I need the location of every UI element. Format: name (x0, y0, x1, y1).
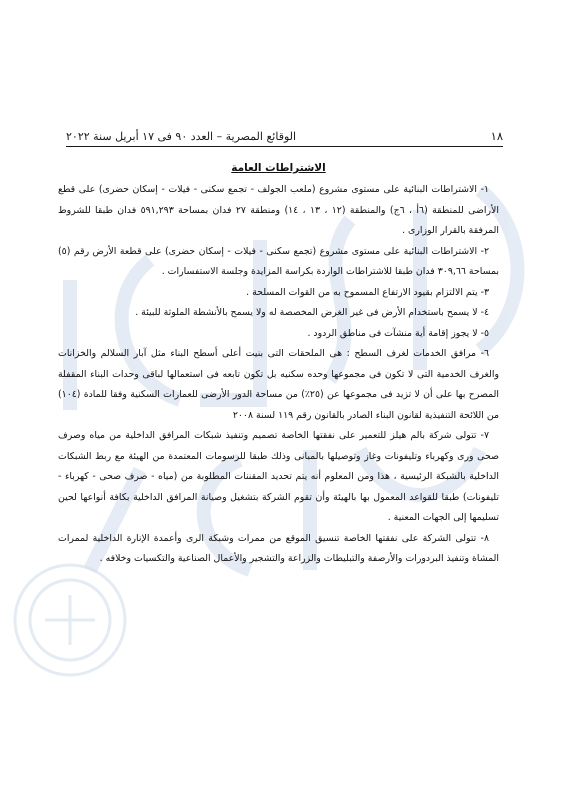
paragraph-5: ٥- لا يجوز إقامة أية منشآت فى مناطق الردود . (307, 327, 489, 339)
paragraph-3: ٣- يتم الالتزام بقيود الارتفاع المسموح به من القوات المسلحة . (246, 286, 489, 298)
paragraph-6: ٦- مرافق الخدمات لغرف السطح : هى الملحقات التى بنيت أعلى أسطح البناء مثل آبار السلالم والخزانات والغرف الخدمية التى لا تكون فى مجموعها وحده سكنيه بل تكون تابعه فى استعمالها لباقى وحدات البناء المقفلة المصرح بها على أن لا تزيد فى مجموعها عن (٢٥٪) من مساحة الدور الأرضى للعمارات السكنية وفقا للمادة (١٠٤) من اللائحة التنفيذية لقانون البناء الصادر بالقانون رقم ١١٩ لسنة ٢٠٠٨ (58, 348, 500, 421)
running-title: الوقائع المصرية – العدد ٩٠ فى ١٧ أبريل سنة ٢٠٢٢ (66, 129, 297, 143)
paragraph-1: ١- الاشتراطات البنائية على مستوى مشروع (ملعب الجولف - تجمع سكنى - فيلات - إسكان حضرى) على قطع الأراضى للمنطقة (٦أ ، ٦ج) والمنطقة (١٢ ، ١٣ ، ١٤) ومنطقة ٢٧ فدان بمساحة ٥٩١,٢٩٣ فدان طبقا للشروط المرفقة بالقرار الوزارى . (58, 184, 499, 236)
running-header (66, 128, 503, 144)
paragraph-2: ٢- الاشتراطات البنائية على مستوى مشروع (تجمع سكنى - فيلات - إسكان حضرى) على قطعة الأرض رقم (٥) بمساحة ٣٠٩,٦٦ فدان طبقا للاشتراطات الواردة بكراسة المزايدة وجلسة الاستفسارات . (58, 245, 499, 277)
paragraph-8: ٨- تتولى الشركة على نفقتها الخاصة تنسيق الموقع من ممرات وشبكة الرى وأعمدة الإنارة الداخلية لممرات المشاة وتنفيذ البردورات والأرصفة والتبليطات والزراعة والتشجير والأعمال الصناعية والتكسيات وخلافه . (58, 532, 499, 564)
section-title: الاشتراطات العامة (231, 162, 326, 174)
paragraph-4: ٤- لا يسمح باستخدام الأرض فى غير الغرض المخصصة له ولا يسمح بالأنشطة الملوثة للبيئة . (135, 307, 489, 318)
paragraph-7: ٧- تتولى شركة بالم هيلز للتعمير على نفقتها الخاصة تصميم وتنفيذ شبكات المرافق الداخلية من مياه وصرف صحى ورى وكهرباء وتليفونات وغاز وتوصيلها بالمبانى وذلك طبقا للرسومات المعتمدة من الهيئة مع ربط الشبكات الداخلية بالشبكة الرئيسية ، هذا ومن المعلوم أنه يتم تحديد المقننات المطلوبة من (مياه - صرف صحى - كهرباء - تليفونات) طبقا للقواعد المعمول بها بالهيئة وأن تقوم الشركة بتشغيل وصيانة المرافق الداخلية بكافة أنواعها لحين تسليمها إلى الجهات المعنية . (58, 430, 499, 523)
page-number: ١٨ (490, 129, 503, 143)
header-divider (66, 146, 503, 147)
document-body (58, 158, 499, 570)
